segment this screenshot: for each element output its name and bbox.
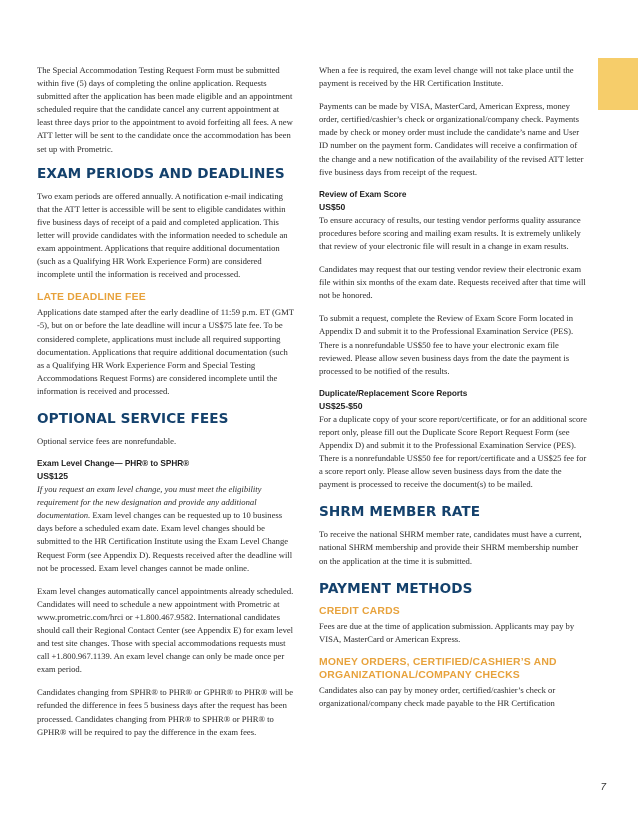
review-exam-score-paragraph: To ensure accuracy of results, our testing vendor performs quality assurance procedures before scoring and mailing exam results. It is extremely unlikely that review of your electronic file will result in a change in exam results.: [319, 214, 581, 251]
payments-paragraph: Payments can be made by VISA, MasterCard, American Express, money order, certified/cashier’s check or organizational/company check. Payments made by check or money order must include the candidate’s name and User ID number on the payment form. Candidates will receive a confirmation of the change and a new notification of the availability of the revised ATT letter five business days from receipt of the request.: [319, 101, 584, 177]
exam-periods-heading: EXAM PERIODS AND DEADLINES: [37, 165, 285, 182]
late-deadline-paragraph: Applications date stamped after the early deadline of 11:59 p.m. ET (GMT -5), but on or before the late deadline will incur a US$75 late fee. To be considered complete, applications must include all required supporting documentation. Applications that require additional documentation (such as a Qualifying HR Work Experience Form and Special Testing Accommodations Request Forms) are considered incomplete until the information is received and processed.: [37, 307, 294, 396]
shrm-member-rate-paragraph: To receive the national SHRM member rate, candidates must have a current, national SHRM membership and provide their SHRM membership number on the application at the time it is submitted.: [319, 529, 582, 566]
review-exam-score-price: US$50: [319, 201, 346, 212]
shrm-member-rate-heading: SHRM MEMBER RATE: [319, 504, 481, 521]
payment-methods-heading: PAYMENT METHODS: [319, 580, 473, 597]
credit-cards-paragraph: Fees are due at the time of application submission. Applicants may pay by VISA, MasterCard or American Express.: [319, 620, 575, 644]
exam-level-change-paragraph-2: Exam level changes automatically cancel appointments already scheduled. Candidates will need to schedule a new appointment with Prometric at www.prometric.com/hrci or +1.800.467.9582. International candidates should call their Regional Contact Center (see Appendix E) for exam level and test site changes. Those with special accommodations requests must call +1.800.967.1139. An exam level change can only be made once per exam period.: [37, 585, 294, 675]
credit-cards-heading: CREDIT CARDS: [319, 605, 400, 617]
exam-level-change-title: Exam Level Change— PHR® to SPHR®: [37, 459, 190, 469]
money-orders-paragraph: Candidates also can pay by money order, certified/cashier’s check or organizational/company check made payable to the HR Certification: [319, 684, 556, 708]
money-orders-heading: MONEY ORDERS, CERTIFIED/CASHIER’S AND ORGANIZATIONAL/COMPANY CHECKS: [319, 656, 557, 681]
page-tab-marker: [598, 58, 638, 110]
review-exam-score-paragraph-3: To submit a request, complete the Review of Exam Score Form located in Appendix D and submit it to the Professional Examination Service (PES). There is a nonrefundable US$50 fee to have your electronic exam file reviewed. Please allow seven business days from the date the payment is processed to be notified of the results.: [319, 313, 574, 376]
review-exam-score-title: Review of Exam Score: [319, 189, 407, 199]
right-column: [319, 64, 587, 710]
page-number: 7: [600, 782, 606, 793]
exam-level-change-eligibility-note: If you request an exam level change, you must meet the eligibility requirement for the new designation and provide any additional documentation.: [37, 484, 262, 521]
accommodation-paragraph: The Special Accommodation Testing Request Form must be submitted within five (5) days of completing the online application. Requests submitted after the application has been made eligible and an appointment scheduled require that the candidate cancel any current appointment at least three days prior to the appointment to avoid forfeiting all fees. A new ATT letter will be sent to the candidate once the accommodation has been set up with Prometric.: [37, 65, 293, 154]
duplicate-reports-paragraph: For a duplicate copy of your score report/certificate, or for an additional score report only, please fill out the Duplicate Score Report Request Form (see Appendix D) and submit it to the Professional Examination Service (PES). There is a nonrefundable US$50 fee for report/certificate and a US$25 fee for a score report only. Please allow seven business days from the date the payment is processed to receive the document(s) to be mailed.: [319, 413, 587, 490]
review-exam-score-paragraph-2: Candidates may request that our testing vendor review their electronic exam file within six months of the exam date. Requests received after that time will not be honored.: [319, 264, 586, 301]
late-deadline-heading: LATE DEADLINE FEE: [37, 292, 146, 304]
duplicate-reports-price: US$25-$50: [319, 400, 363, 411]
exam-level-change-body: Exam level changes can be requested up to 10 business days before a scheduled exam date. Exam level changes should be submitted to the HR Certification Institute using the Exam Level Change Request Form (see Appendix D). Requests received after the deadline will not be processed. Exam level changes cannot be made online.: [37, 510, 293, 573]
fee-required-paragraph: When a fee is required, the exam level change will not take place until the payment is received by the HR Certification Institute.: [319, 65, 574, 89]
exam-level-change-price: US$125: [37, 471, 69, 482]
optional-fees-heading: OPTIONAL SERVICE FEES: [37, 410, 229, 427]
optional-fees-intro: Optional service fees are nonrefundable.: [37, 435, 177, 446]
exam-level-change-paragraph-3: Candidates changing from SPHR® to PHR® or GPHR® to PHR® will be refunded the difference in fees 5 business days after the request has been processed. Candidates changing from PHR® to SPHR® or PHR® to GPHR® will be required to pay the difference in the exam fees.: [37, 687, 294, 737]
duplicate-reports-title: Duplicate/Replacement Score Reports: [319, 388, 468, 398]
exam-level-change-paragraph: [37, 483, 295, 575]
left-column: [37, 64, 295, 749]
exam-periods-paragraph: Two exam periods are offered annually. A notification e-mail indicating that the ATT letter is accessible will be sent to eligible candidates within five business days of receipt of a paid and completed application. This letter will provide candidates with the information needed to schedule an exam appointment. Applications that require additional documentation (such as a Qualifying HR Work Experience Form) are considered incomplete until the information is received and processed.: [37, 190, 288, 280]
